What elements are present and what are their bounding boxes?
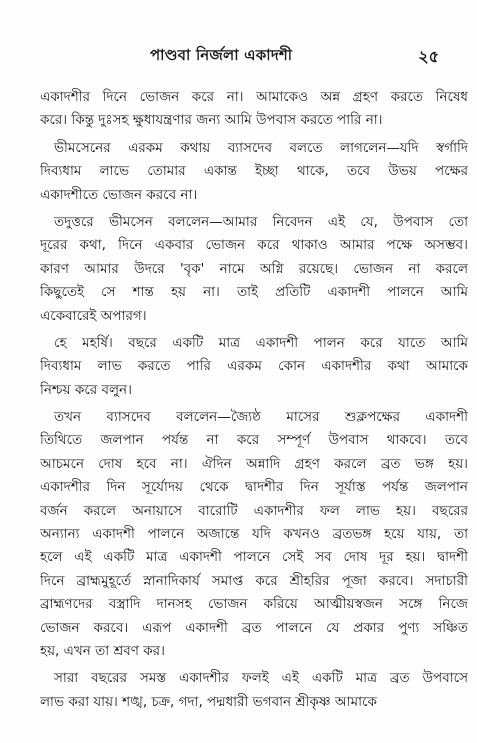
text-line: একাদশীর দিন সূর্যোদয় থেকে দ্বাদশীর দিন সূর্যাস্ত পর্যন্ত জলপান [40, 479, 468, 496]
text-line: একেবারেই অপারগ। [40, 307, 147, 324]
text-line: তদুত্তরে ভীমসেন বললেন—আমার নিবেদন এই যে, উপবাস তো [54, 213, 468, 230]
text-line: কিছুতেই সে শান্ত হয় না। তাই প্রতিটি একাদশী পালনে আমি [40, 284, 468, 301]
text-line: সারা বছরের সমস্ত একাদশীর ফলই এই একটি মাত্র ব্রত উপবাসে [54, 670, 468, 687]
paragraph [40, 406, 468, 663]
text-line: কারণ আমার উদরে 'বৃক' নামে অগ্নি রয়েছে। ভোজন না করলে [40, 260, 468, 277]
page-number: ২৫ [418, 47, 439, 66]
text-line: হয়, এখন তা শ্রবণ কর। [40, 642, 165, 659]
text-line: তিথিতে জলপান পর্যন্ত না করে সম্পূর্ণ উপবাস থাকবে। তবে [40, 432, 468, 449]
paragraph [40, 667, 468, 714]
paragraph [40, 211, 468, 328]
text-line: অন্যান্য একাদশী পালনে অজান্তে যদি কখনও ব্রতভঙ্গ হয়ে যায়, তা [40, 526, 468, 543]
text-line: আচমনে দোষ হবে না। ঐদিন অন্নাদি গ্রহণ করলে ব্রত ভঙ্গ হয়। [40, 455, 468, 472]
body-text [40, 86, 468, 718]
text-line: করে। কিন্তু দুঃসহ ক্ষুধাযন্ত্রণার জন্য আমি উপবাস করতে পারি না। [40, 112, 383, 129]
text-line: দিব্যধাম লাভ করতে পারি এরকম কোন একাদশীর কথা আমাকে [40, 358, 468, 375]
paragraph [40, 137, 468, 207]
text-line: ভীমসেনের এরকম কথায় ব্যাসদেব বলতে লাগলেন—যদি স্বর্গাদি [54, 139, 468, 156]
text-line: দূরের কথা, দিনে একবার ভোজন করে থাকাও আমার পক্ষে অসম্ভব। [40, 237, 468, 254]
paragraph [40, 332, 468, 402]
text-line: নিশ্চয় করে বলুন। [40, 381, 132, 398]
text-line: লাভ করা যায়। শঙ্খ, চক্র, গদা, পদ্মধারী ভগবান শ্রীকৃষ্ণ আমাকে [40, 693, 377, 710]
text-line: দিনে ব্রাহ্মমুহূর্তে স্নানাদিকার্য সমাপ্ত করে শ্রীহরির পূজা করবে। সদাচারী [40, 572, 468, 589]
running-head [0, 44, 477, 68]
text-line: একাদশীর দিনে ভোজন করে না। আমাকেও অন্ন গ্রহণ করতে নিষেধ [40, 89, 468, 105]
text-line: ব্রাহ্মণদের বস্ত্রাদি দানসহ ভোজন করিয়ে আত্মীয়স্বজন সঙ্গে নিজে [40, 596, 468, 613]
text-line: একাদশীতে ভোজন করবে না। [40, 186, 198, 203]
text-line: হে মহর্ষি। বছরে একটি মাত্র একাদশী পালন করে যাতে আমি [54, 334, 468, 351]
text-line: বর্জন করলে অনায়াসে বারোটি একাদশীর ফল লাভ হয়। বছরের [40, 502, 468, 519]
text-line: হলে এই একটি মাত্র একাদশী পালনে সেই সব দোষ দূর হয়। দ্বাদশী [40, 549, 468, 566]
text-line: দিব্যধাম লাভে তোমার একান্ত ইচ্ছা থাকে, তবে উভয় পক্ষের [40, 163, 468, 180]
text-line: ভোজন করবে। এরূপ একাদশী ব্রত পালনে যে প্রকার পুণ্য সঞ্চিত [40, 619, 468, 636]
running-title: পাণ্ডবা নির্জলা একাদশী [150, 46, 293, 64]
text-line: তখন ব্যাসদেব বললেন—জ্যৈষ্ঠ মাসের শুক্লপক্ষের একাদশী [54, 409, 468, 426]
paragraph [40, 86, 468, 133]
